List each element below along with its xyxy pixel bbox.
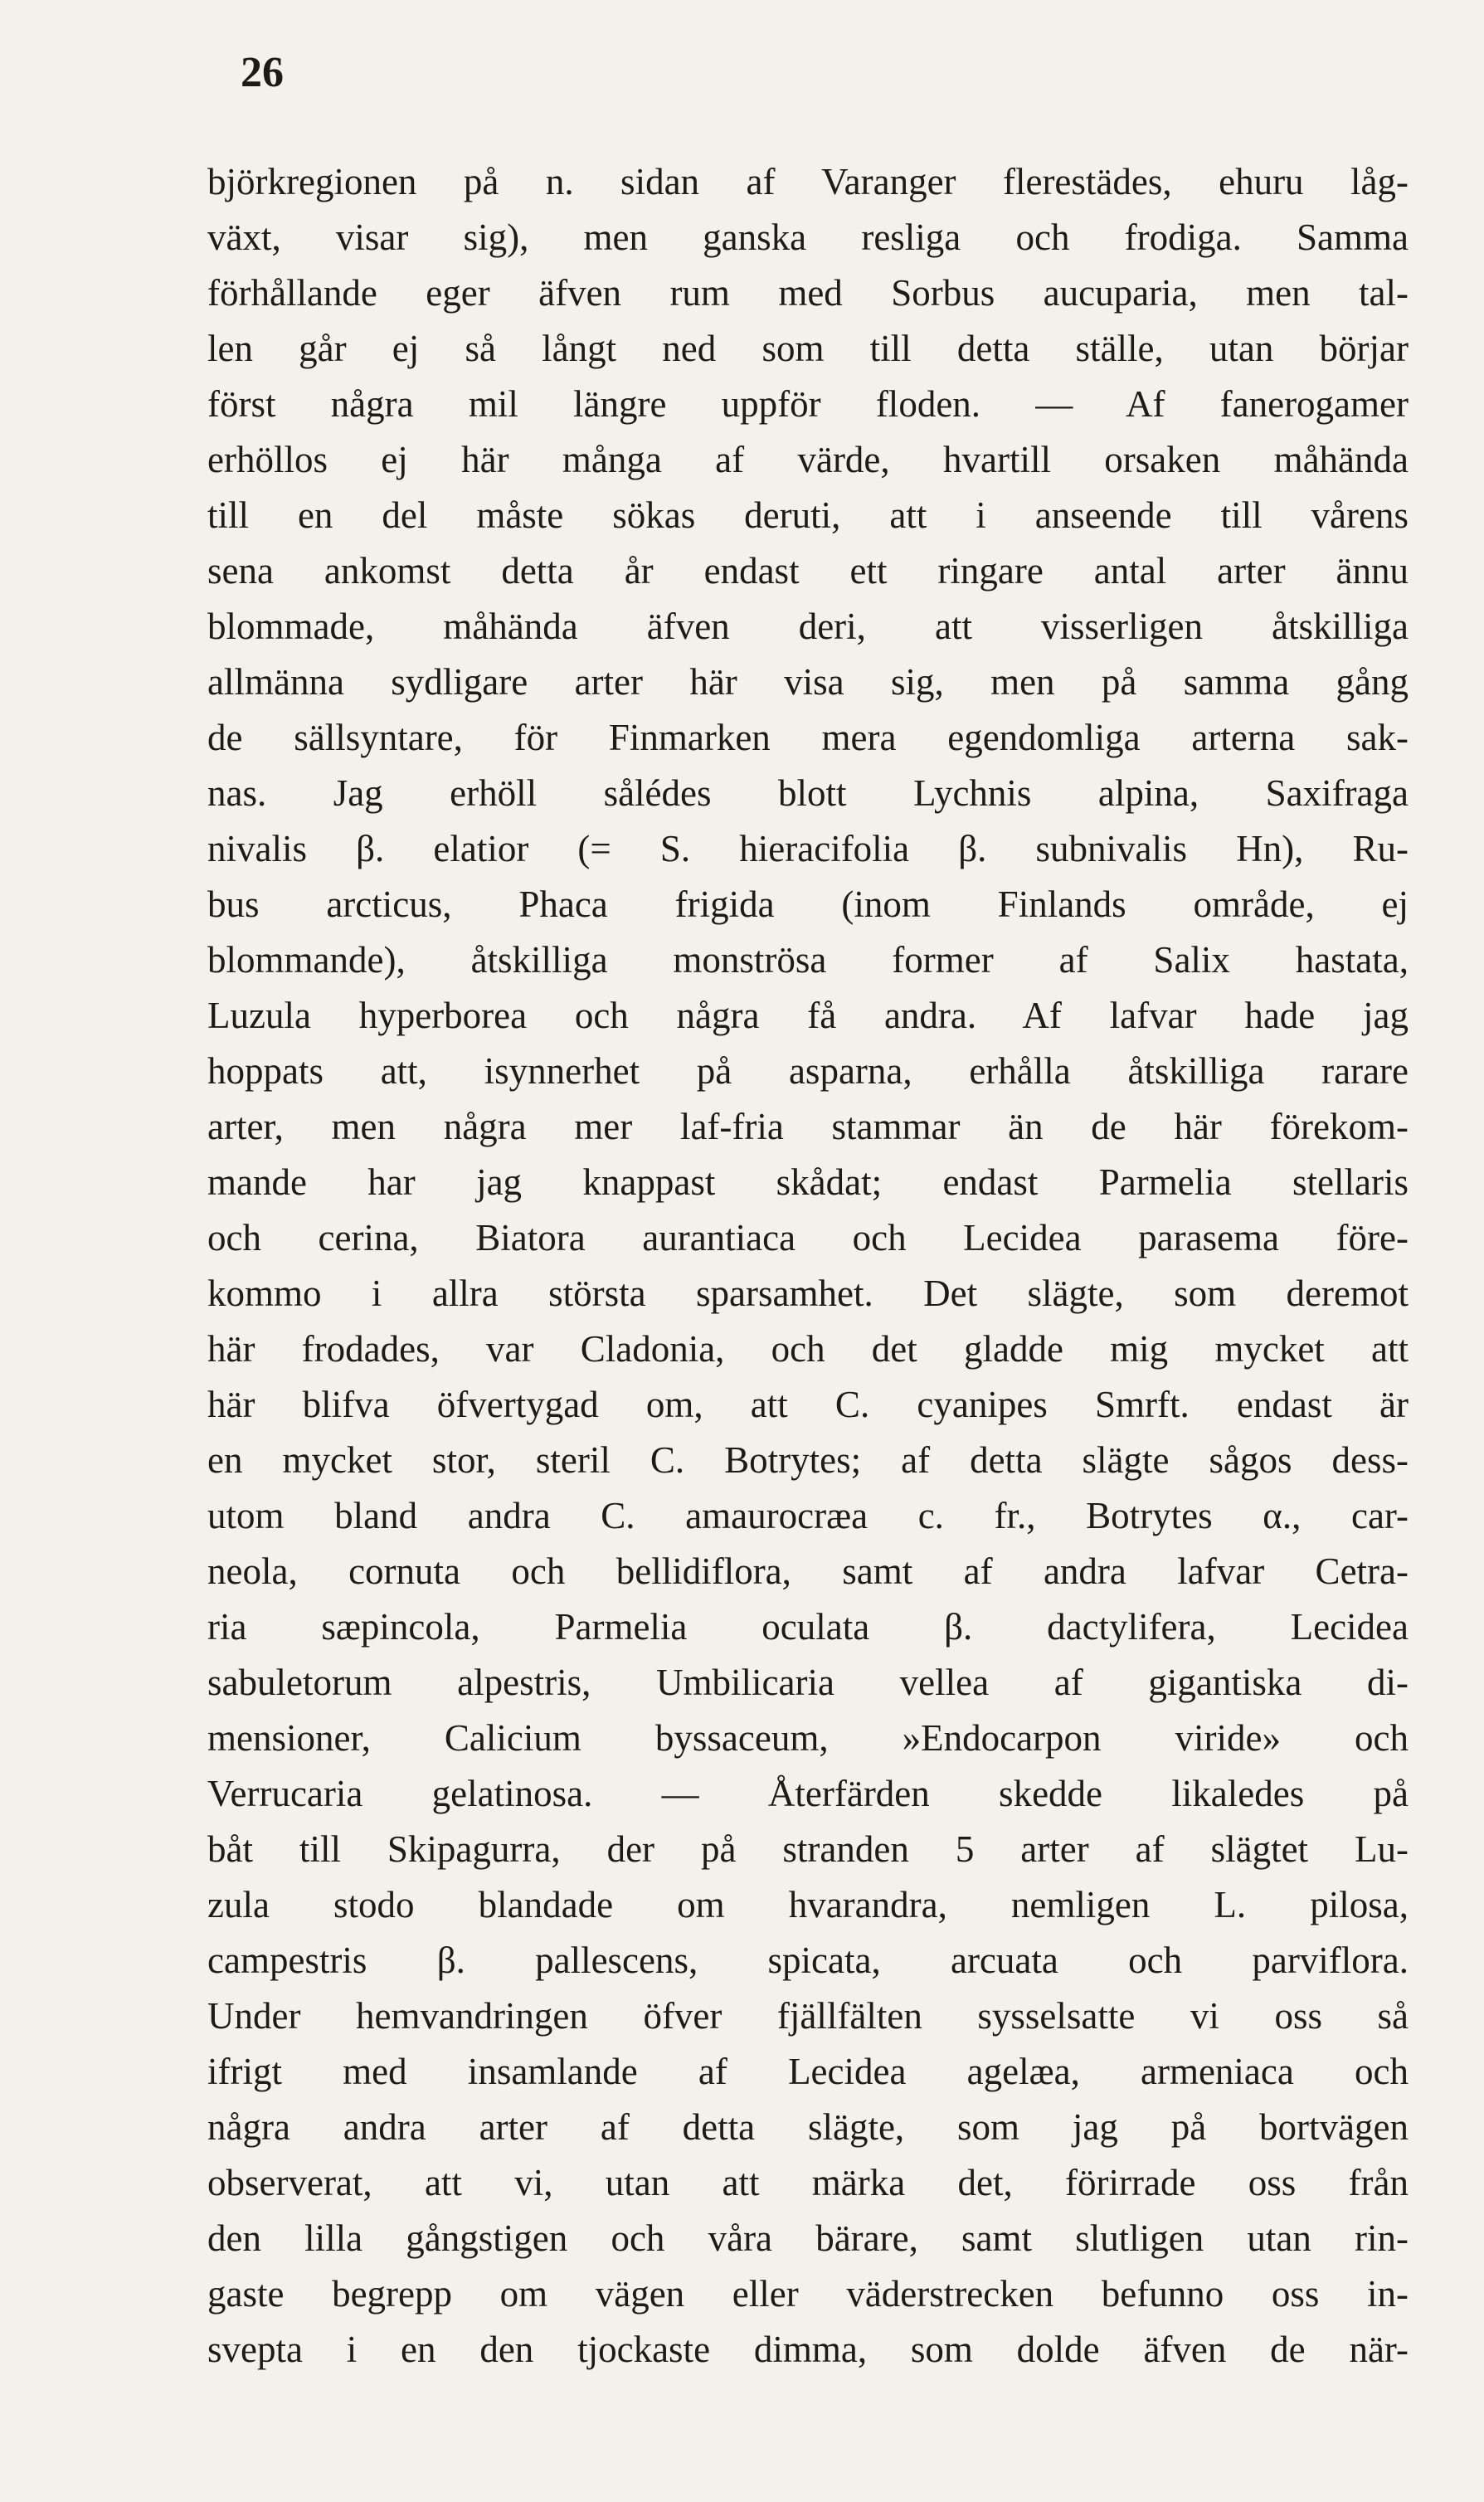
text-line: arter, men några mer laf-fria stammar än de här förekom- <box>207 1106 1409 1147</box>
text-line: zula stodo blandade om hvarandra, nemligen L. pilosa, <box>207 1884 1409 1925</box>
text-line: gaste begrepp om vägen eller väderstrecken befunno oss in- <box>207 2273 1409 2315</box>
text-line: björkregionen på n. sidan af Varanger flerestädes, ehuru låg- <box>207 161 1409 202</box>
page-number: 26 <box>241 49 284 96</box>
text-line: len går ej så långt ned som till detta ställe, utan börjar <box>207 328 1409 369</box>
text-line: den lilla gångstigen och våra bärare, samt slutligen utan rin- <box>207 2217 1409 2259</box>
text-line: förhållande eger äfven rum med Sorbus aucuparia, men tal- <box>207 272 1409 314</box>
text-line: blommande), åtskilliga monströsa former af Salix hastata, <box>207 939 1409 981</box>
text-line: nivalis β. elatior (= S. hieracifolia β. subnivalis Hn), Ru- <box>207 828 1409 869</box>
text-line: och cerina, Biatora aurantiaca och Lecidea parasema före- <box>207 1217 1409 1258</box>
text-line: erhöllos ej här många af värde, hvartill orsaken måhända <box>207 439 1409 480</box>
text-line: neola, cornuta och bellidiflora, samt af andra lafvar Cetra- <box>207 1550 1409 1592</box>
text-line: hoppats att, isynnerhet på asparna, erhålla åtskilliga rarare <box>207 1050 1409 1092</box>
text-line: kommo i allra största sparsamhet. Det slägte, som deremot <box>207 1273 1409 1314</box>
text-line: sena ankomst detta år endast ett ringare antal arter ännu <box>207 550 1409 591</box>
text-line: Luzula hyperborea och några få andra. Af lafvar hade jag <box>207 995 1409 1036</box>
text-line: svepta i en den tjockaste dimma, som dolde äfven de när- <box>207 2329 1409 2370</box>
text-line: växt, visar sig), men ganska resliga och frodiga. Samma <box>207 217 1409 258</box>
text-line: ria sæpincola, Parmelia oculata β. dactylifera, Lecidea <box>207 1606 1409 1648</box>
text-line: campestris β. pallescens, spicata, arcuata och parviflora. <box>207 1940 1409 1981</box>
text-line: här blifva öfvertygad om, att C. cyanipes Smrft. endast är <box>207 1384 1409 1425</box>
text-line: till en del måste sökas deruti, att i anseende till vårens <box>207 494 1409 536</box>
text-line: Under hemvandringen öfver fjällfälten sysselsatte vi oss så <box>207 1995 1409 2037</box>
text-line: mensioner, Calicium byssaceum, »Endocarpon viride» och <box>207 1717 1409 1759</box>
text-line: en mycket stor, steril C. Botrytes; af detta slägte sågos dess- <box>207 1439 1409 1481</box>
body-text <box>207 154 1409 2378</box>
text-line: båt till Skipagurra, der på stranden 5 arter af slägtet Lu- <box>207 1828 1409 1870</box>
text-line: Verrucaria gelatinosa. — Återfärden skedde likaledes på <box>207 1773 1409 1814</box>
text-line: nas. Jag erhöll sålédes blott Lychnis alpina, Saxifraga <box>207 772 1409 814</box>
text-line: här frodades, var Cladonia, och det gladde mig mycket att <box>207 1328 1409 1370</box>
text-line: bus arcticus, Phaca frigida (inom Finlands område, ej <box>207 883 1409 925</box>
text-line: de sällsyntare, för Finmarken mera egendomliga arterna sak- <box>207 717 1409 758</box>
text-line: sabuletorum alpestris, Umbilicaria vellea af gigantiska di- <box>207 1662 1409 1703</box>
text-line: först några mil längre uppför floden. — Af fanerogamer <box>207 383 1409 425</box>
text-line: observerat, att vi, utan att märka det, förirrade oss från <box>207 2162 1409 2203</box>
text-line: blommade, måhända äfven deri, att visserligen åtskilliga <box>207 606 1409 647</box>
text-line: allmänna sydligare arter här visa sig, men på samma gång <box>207 661 1409 703</box>
text-line: ifrigt med insamlande af Lecidea agelæa, armeniaca och <box>207 2051 1409 2092</box>
text-line: några andra arter af detta slägte, som jag på bortvägen <box>207 2106 1409 2148</box>
text-line: mande har jag knappast skådat; endast Parmelia stellaris <box>207 1161 1409 1203</box>
text-line: utom bland andra C. amaurocræa c. fr., Botrytes α., car- <box>207 1495 1409 1536</box>
